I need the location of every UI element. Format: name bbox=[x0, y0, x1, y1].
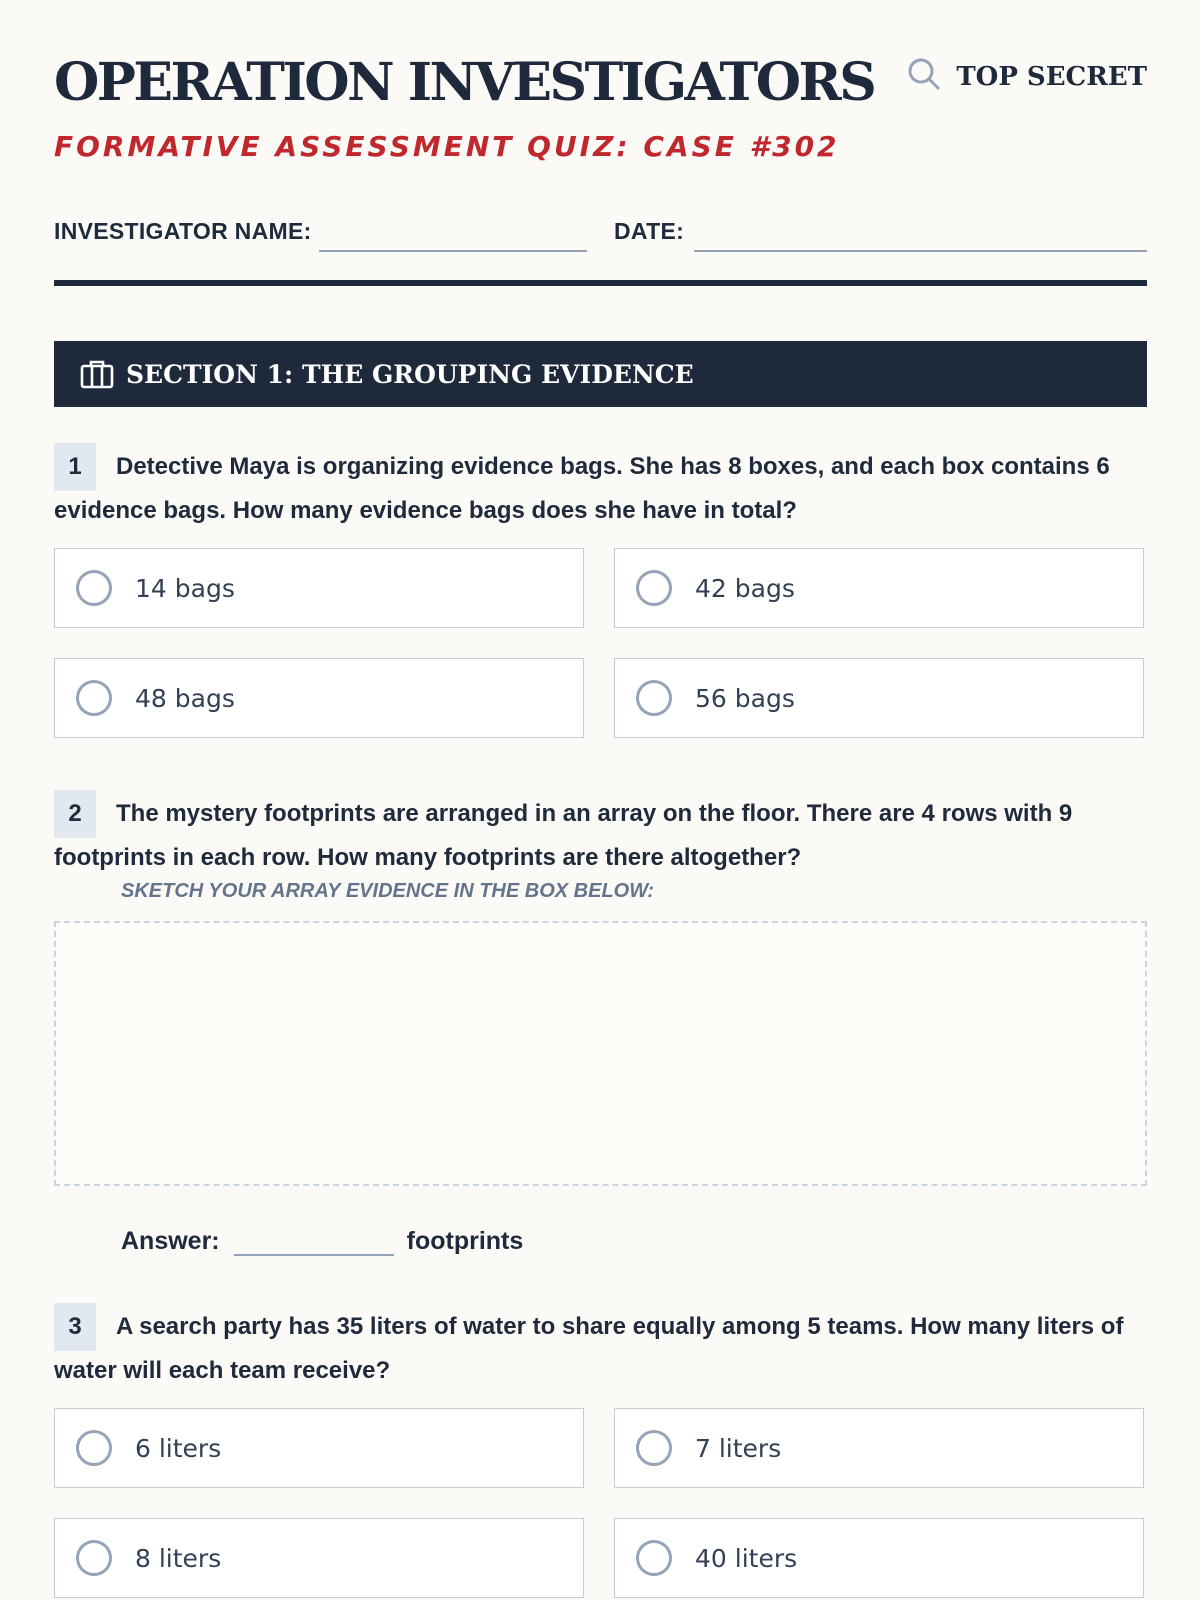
choice-q1-c[interactable] bbox=[54, 658, 584, 738]
radio-button[interactable] bbox=[636, 570, 672, 606]
sketch-area[interactable] bbox=[54, 921, 1147, 1186]
radio-button[interactable] bbox=[636, 1540, 672, 1576]
question-2 bbox=[54, 794, 1147, 878]
answer-row bbox=[121, 1218, 523, 1256]
page-subtitle: FORMATIVE ASSESSMENT QUIZ: CASE #302 bbox=[54, 130, 840, 163]
question-3 bbox=[54, 1307, 1147, 1391]
date-field[interactable] bbox=[694, 250, 1147, 252]
page-title: OPERATION INVESTIGATORS bbox=[54, 52, 875, 113]
radio-button[interactable] bbox=[76, 1540, 112, 1576]
choice-q3-a[interactable] bbox=[54, 1408, 584, 1488]
answer-unit: footprints bbox=[406, 1227, 524, 1255]
investigator-name-field[interactable] bbox=[319, 250, 587, 252]
answer-field[interactable] bbox=[234, 1218, 394, 1256]
question-number: 1 bbox=[54, 443, 96, 491]
answer-label: Answer: bbox=[121, 1227, 220, 1255]
choice-q3-d[interactable] bbox=[614, 1518, 1144, 1598]
choice-label: 40 liters bbox=[695, 1543, 798, 1573]
investigator-name-label: INVESTIGATOR NAME: bbox=[54, 218, 312, 244]
section-title: SECTION 1: THE GROUPING EVIDENCE bbox=[126, 359, 694, 389]
top-secret-badge bbox=[906, 56, 1147, 97]
choice-label: 42 bags bbox=[695, 573, 795, 603]
briefcase-icon bbox=[80, 359, 114, 389]
radio-button[interactable] bbox=[76, 570, 112, 606]
radio-button[interactable] bbox=[636, 680, 672, 716]
radio-button[interactable] bbox=[636, 1430, 672, 1466]
question-text: A search party has 35 liters of water to share equally among 5 teams. How many liters of water will each team receive? bbox=[54, 1313, 1124, 1384]
question-text: Detective Maya is organizing evidence bags. She has 8 boxes, and each box contains 6 evidence bags. How many evidence bags does she have in total? bbox=[54, 453, 1110, 524]
date-label: DATE: bbox=[614, 218, 685, 244]
choice-q1-b[interactable] bbox=[614, 548, 1144, 628]
radio-button[interactable] bbox=[76, 680, 112, 716]
choice-label: 14 bags bbox=[135, 573, 235, 603]
choice-label: 7 liters bbox=[695, 1433, 782, 1463]
question-number: 3 bbox=[54, 1303, 96, 1351]
section-banner bbox=[54, 341, 1147, 407]
question-number: 2 bbox=[54, 790, 96, 838]
sketch-hint: SKETCH YOUR ARRAY EVIDENCE IN THE BOX BELOW: bbox=[121, 880, 655, 902]
magnifier-icon bbox=[906, 56, 942, 97]
choice-label: 8 liters bbox=[135, 1543, 222, 1573]
choice-q3-b[interactable] bbox=[614, 1408, 1144, 1488]
choice-q1-d[interactable] bbox=[614, 658, 1144, 738]
radio-button[interactable] bbox=[76, 1430, 112, 1466]
choice-label: 48 bags bbox=[135, 683, 235, 713]
top-secret-label: TOP SECRET bbox=[956, 61, 1147, 92]
choice-label: 6 liters bbox=[135, 1433, 222, 1463]
question-text: The mystery footprints are arranged in an array on the floor. There are 4 rows with 9 footprints in each row. How many footprints are there altogether? bbox=[54, 800, 1073, 871]
choice-label: 56 bags bbox=[695, 683, 795, 713]
choice-q3-c[interactable] bbox=[54, 1518, 584, 1598]
question-1 bbox=[54, 447, 1147, 531]
choice-q1-a[interactable] bbox=[54, 548, 584, 628]
header-divider bbox=[54, 280, 1147, 286]
